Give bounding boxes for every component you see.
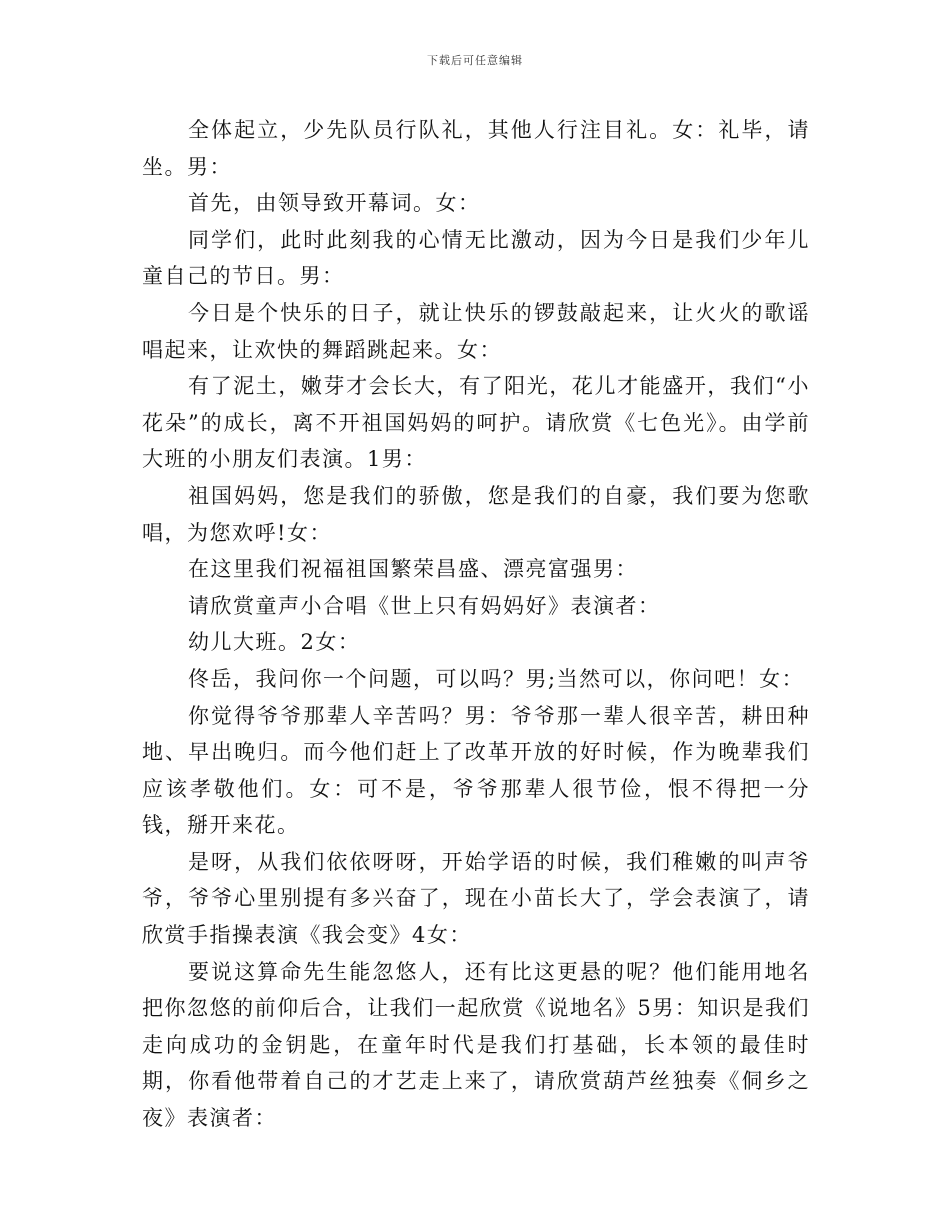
paragraph: 幼儿大班。2女： xyxy=(188,630,361,655)
paragraph: 祖国妈妈，您是我们的骄傲，您是我们的自豪，我们要为您歌唱，为您欢呼!女： xyxy=(142,483,810,545)
paragraph: 佟岳，我问你一个问题，可以吗？男;当然可以，你问吧！女： xyxy=(188,666,805,691)
page-header: 下载后可任意编辑 xyxy=(427,54,523,67)
paragraph: 同学们，此时此刻我的心情无比激动，因为今日是我们少年儿童自己的节日。男： xyxy=(142,227,810,289)
paragraph: 你觉得爷爷那辈人辛苦吗？男：爷爷那一辈人很辛苦，耕田种地、早出晚归。而今他们赶上了改革开放的好时候，作为晚辈我们应该孝敬他们。女：可不是，爷爷那辈人很节俭，恨不得把一分钱，掰开来花。 xyxy=(142,703,810,838)
paragraph: 在这里我们祝福祖国繁荣昌盛、漂亮富强男： xyxy=(188,557,638,582)
paragraph: 今日是个快乐的日子，就让快乐的锣鼓敲起来，让火火的歌谣唱起来，让欢快的舞蹈跳起来。女： xyxy=(142,300,810,362)
paragraph: 全体起立，少先队员行队礼，其他人行注目礼。女：礼毕，请坐。男： xyxy=(142,118,810,179)
paragraph: 首先，由领导致开幕词。女： xyxy=(188,191,481,216)
paragraph: 是呀，从我们依依呀呀，开始学语的时候，我们稚嫩的叫声爷爷，爷爷心里别提有多兴奋了，现在小苗长大了，学会表演了，请欣赏手指操表演《我会变》4女： xyxy=(142,849,810,948)
document-body xyxy=(142,112,810,1137)
paragraph: 请欣赏童声小合唱《世上只有妈妈好》表演者： xyxy=(188,593,661,618)
paragraph: 要说这算命先生能忽悠人，还有比这更悬的呢？他们能用地名把你忽悠的前仰后合，让我们一起欣赏《说地名》5男：知识是我们走向成功的金钥匙，在童年时代是我们打基础，长本领的最佳时期，你看他带着自己的才艺走上来了，请欣赏葫芦丝独奏《侗乡之夜》表演者： xyxy=(142,959,810,1131)
paragraph: 有了泥土，嫩芽才会长大，有了阳光，花儿才能盛开，我们“小花朵”的成长，离不开祖国妈妈的呵护。请欣赏《七色光》。由学前大班的小朋友们表演。1男： xyxy=(142,374,810,472)
